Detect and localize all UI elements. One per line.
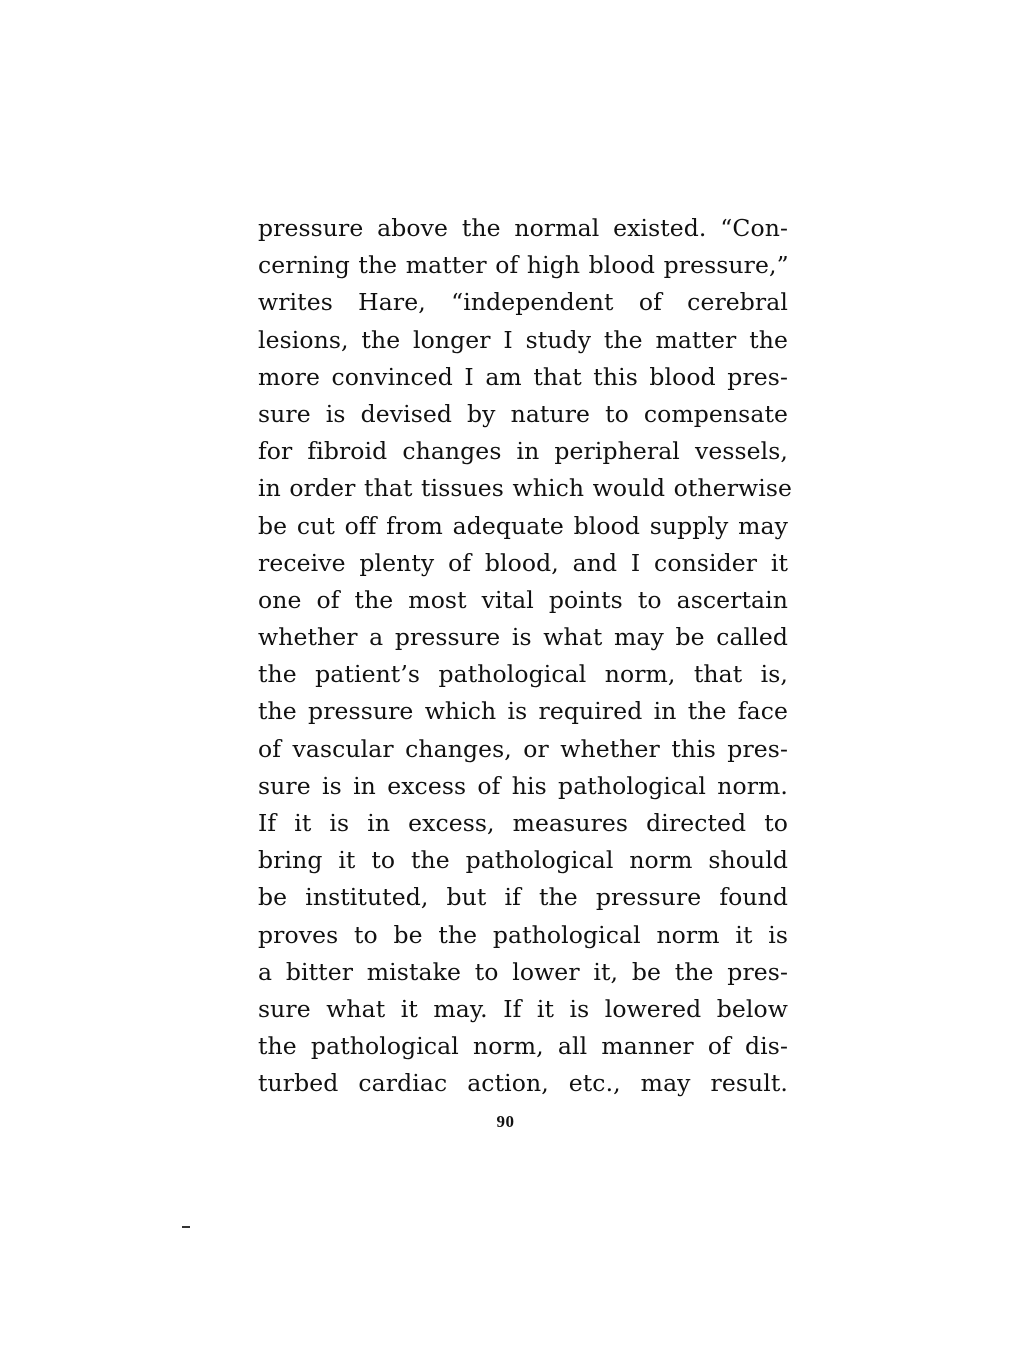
text-line: sure is in excess of his pathological norm. (258, 771, 788, 800)
page-number: 90 (496, 1112, 515, 1131)
text-line: of vascular changes, or whether this pres- (258, 734, 788, 763)
body-text (258, 210, 793, 1103)
text-line: whether a pressure is what may be called (258, 623, 788, 652)
text-line: proves to be the pathological norm it is (258, 920, 788, 949)
text-line: bring it to the pathological norm should (258, 846, 788, 875)
text-line: be instituted, but if the pressure found (258, 883, 788, 912)
text-line: If it is in excess, measures directed to (258, 809, 788, 837)
text-line: sure what it may. If it is lowered below (258, 994, 788, 1023)
text-line: lesions, the longer I study the matter the (258, 325, 788, 354)
text-line: sure is devised by nature to compensate (258, 399, 788, 428)
text-line: pressure above the normal existed. “Con- (258, 214, 788, 242)
text-line: be cut off from adequate blood supply may (258, 511, 788, 540)
text-line: a bitter mistake to lower it, be the pres- (258, 957, 788, 986)
text-line: more convinced I am that this blood pres- (258, 362, 788, 391)
text-line: the pressure which is required in the face (258, 697, 788, 726)
text-line: the pathological norm, all manner of dis- (258, 1032, 788, 1061)
scan-artifact-mark (182, 1226, 190, 1228)
text-line: one of the most vital points to ascertain (258, 585, 788, 614)
text-line: for fibroid changes in peripheral vessels, (258, 437, 788, 466)
text-line: turbed cardiac action, etc., may result. (258, 1069, 788, 1098)
text-line: writes Hare, “independent of cerebral (258, 288, 788, 317)
text-line: in order that tissues which would otherwise (258, 474, 793, 503)
text-line: cerning the matter of high blood pressure,” (258, 251, 789, 280)
text-line: receive plenty of blood, and I consider it (258, 548, 788, 577)
text-line: the patient’s pathological norm, that is, (258, 660, 788, 689)
